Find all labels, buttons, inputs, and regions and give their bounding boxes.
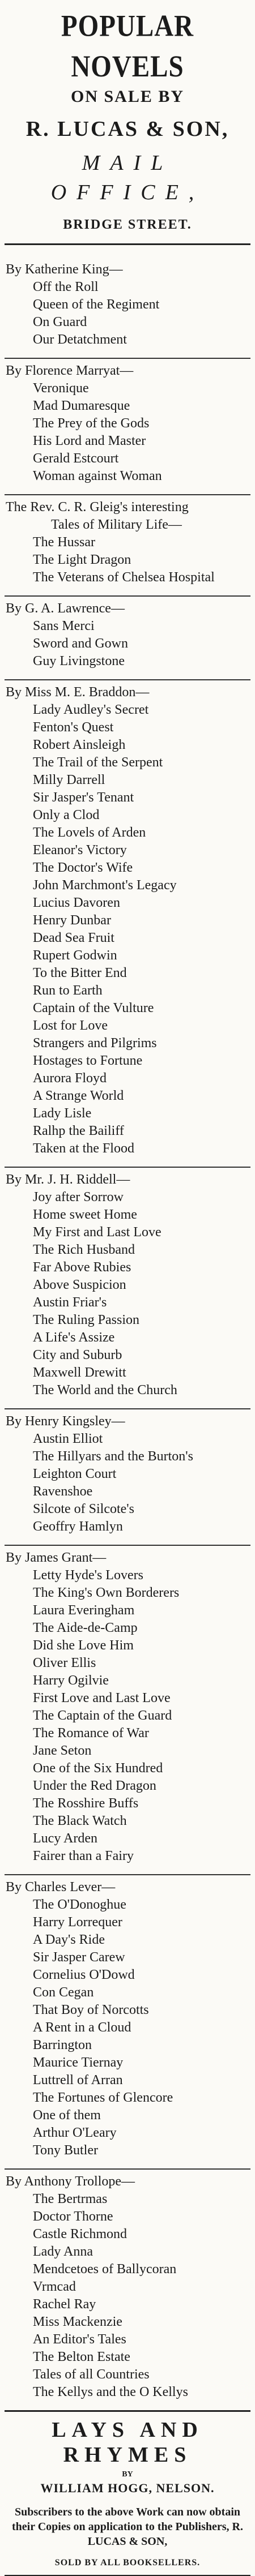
book-title: Maurice Tiernay bbox=[33, 2055, 124, 2070]
book-title: Ralhp the Bailiff bbox=[33, 1124, 124, 1138]
author-heading: By Henry Kingsley— bbox=[6, 1414, 125, 1429]
book-title: Lost for Love bbox=[33, 1018, 108, 1033]
book-title: Arthur O'Leary bbox=[33, 2125, 117, 2140]
book-title: That Boy of Norcotts bbox=[33, 2003, 149, 2017]
book-title: John Marchmont's Legacy bbox=[33, 878, 177, 893]
author-heading-continuation: Tales of Military Life— bbox=[51, 517, 182, 532]
book-title: My First and Last Love bbox=[33, 1225, 162, 1240]
author-section bbox=[5, 2168, 250, 2410]
book-title: A Life's Assize bbox=[33, 1330, 115, 1345]
book-title: Leighton Court bbox=[33, 1467, 117, 1481]
author-section bbox=[5, 679, 250, 1167]
book-title: Harry Ogilvie bbox=[33, 1673, 109, 1688]
lays-by: BY bbox=[122, 2470, 133, 2479]
book-title: Vrmcad bbox=[33, 2279, 76, 2294]
page-title: POPULAR NOVELS bbox=[61, 9, 194, 84]
subtitle: ON SALE BY bbox=[70, 87, 185, 106]
book-title: Strangers and Pilgrims bbox=[33, 1036, 157, 1051]
author-heading: By Charles Lever— bbox=[6, 1880, 116, 1895]
book-title: The Aide-de-Camp bbox=[33, 1621, 138, 1635]
book-title: Off the Roll bbox=[33, 280, 99, 294]
book-title: Under the Red Dragon bbox=[33, 1778, 156, 1793]
book-title: The Rosshire Buffs bbox=[33, 1796, 139, 1811]
book-title: Miss Mackenzie bbox=[33, 2314, 122, 2329]
lays-publisher: WILLIAM HOGG, NELSON. bbox=[40, 2481, 215, 2495]
book-title: Tales of all Countries bbox=[33, 2367, 150, 2382]
book-title: Aurora Floyd bbox=[33, 1071, 107, 1086]
book-title: His Lord and Master bbox=[33, 434, 146, 448]
book-title: Castle Richmond bbox=[33, 2227, 127, 2241]
book-title: The Black Watch bbox=[33, 1814, 127, 1828]
book-title: Robert Ainsleigh bbox=[33, 738, 126, 752]
book-title: The Trail of the Serpent bbox=[33, 755, 163, 770]
book-title: Silcote of Silcote's bbox=[33, 1502, 134, 1516]
book-title: Gerald Estcourt bbox=[33, 451, 119, 466]
book-title: Oliver Ellis bbox=[33, 1656, 96, 1670]
book-title: Sir Jasper Carew bbox=[33, 1950, 125, 1965]
book-title: The Hillyars and the Burton's bbox=[33, 1449, 193, 1464]
book-title: On Guard bbox=[33, 315, 87, 329]
author-heading: By James Grant— bbox=[6, 1550, 107, 1565]
book-title: Harry Lorrequer bbox=[33, 1915, 122, 1930]
author-section bbox=[5, 1545, 250, 1874]
book-title: Fairer than a Fairy bbox=[33, 1849, 134, 1863]
book-title: The Fortunes of Glencore bbox=[33, 2090, 173, 2105]
author-heading: By Miss M. E. Braddon— bbox=[6, 685, 150, 700]
book-title: One of them bbox=[33, 2108, 101, 2123]
author-section bbox=[5, 1167, 250, 1408]
book-title: Run to Earth bbox=[33, 983, 103, 998]
book-title: The Doctor's Wife bbox=[33, 860, 133, 875]
book-title: Con Cegan bbox=[33, 1985, 94, 2000]
book-title: Milly Darrell bbox=[33, 773, 105, 787]
book-title: Queen of the Regiment bbox=[33, 297, 160, 312]
book-title: An Editor's Tales bbox=[33, 2332, 126, 2347]
book-title: Home sweet Home bbox=[33, 1207, 137, 1222]
book-title: Dead Sea Fruit bbox=[33, 931, 114, 945]
book-title: Luttrell of Arran bbox=[33, 2073, 123, 2088]
book-title: Only a Clod bbox=[33, 808, 100, 822]
book-title: The King's Own Borderers bbox=[33, 1585, 180, 1600]
subscriber-note: Subscribers to the above Work can now obtain their Copies on application to the Publishers, R. LUCAS & SON, bbox=[12, 2506, 243, 2548]
book-title: One of the Six Hundred bbox=[33, 1761, 163, 1776]
novel-listings bbox=[5, 258, 250, 2410]
book-title: Jane Seton bbox=[33, 1743, 92, 1758]
author-heading: The Rev. C. R. Gleig's interesting bbox=[6, 500, 189, 515]
author-heading: By Anthony Trollope— bbox=[6, 2174, 135, 2189]
author-section bbox=[5, 1408, 250, 1545]
book-title: Doctor Thorne bbox=[33, 2209, 113, 2224]
book-title: Mendcetoes of Ballycoran bbox=[33, 2262, 177, 2277]
book-title: Joy after Sorrow bbox=[33, 1190, 124, 1205]
book-title: Cornelius O'Dowd bbox=[33, 1968, 135, 1982]
sold-by-note: SOLD BY ALL BOOKSELLERS. bbox=[54, 2558, 201, 2568]
book-title: Tony Butler bbox=[33, 2143, 98, 2158]
book-title: The Veterans of Chelsea Hospital bbox=[33, 570, 215, 585]
book-title: The Hussar bbox=[33, 535, 95, 550]
book-title: A Rent in a Cloud bbox=[33, 2020, 131, 2035]
author-section bbox=[5, 258, 250, 358]
book-title: The Captain of the Guard bbox=[33, 1708, 172, 1723]
book-title: Fenton's Quest bbox=[33, 720, 114, 735]
author-section bbox=[5, 494, 250, 595]
book-title: Sans Merci bbox=[33, 619, 95, 633]
book-title: Geoffry Hamlyn bbox=[33, 1519, 123, 1534]
book-title: A Day's Ride bbox=[33, 1932, 105, 1947]
book-title: The Rich Husband bbox=[33, 1242, 135, 1257]
book-title: Guy Livingstone bbox=[33, 654, 125, 668]
advertisement-header bbox=[5, 11, 250, 235]
book-title: Sir Jasper's Tenant bbox=[33, 790, 134, 805]
book-title: The Romance of War bbox=[33, 1726, 149, 1741]
book-title: The O'Donoghue bbox=[33, 1897, 126, 1912]
book-title: The Kellys and the O Kellys bbox=[33, 2385, 188, 2399]
book-title: Eleanor's Victory bbox=[33, 843, 127, 858]
office-name: MAIL OFFICE, bbox=[50, 151, 205, 204]
book-title: A Strange World bbox=[33, 1088, 124, 1103]
book-title: Our Detatchment bbox=[33, 332, 127, 347]
book-title: Veronique bbox=[33, 381, 89, 396]
book-title: Taken at the Flood bbox=[33, 1141, 134, 1156]
lays-title: LAYS AND RHYMES bbox=[52, 2418, 203, 2467]
book-title: The Lovels of Arden bbox=[33, 825, 146, 840]
book-title: The Prey of the Gods bbox=[33, 416, 150, 431]
book-title: Lucy Arden bbox=[33, 1831, 97, 1846]
book-title: The Ruling Passion bbox=[33, 1313, 140, 1327]
author-heading: By Mr. J. H. Riddell— bbox=[6, 1172, 130, 1187]
book-title: Ravenshoe bbox=[33, 1484, 93, 1499]
book-title: Far Above Rubies bbox=[33, 1260, 131, 1275]
book-title: Did she Love Him bbox=[33, 1638, 134, 1653]
book-title: Barrington bbox=[33, 2038, 92, 2052]
book-title: The Bertrmas bbox=[33, 2192, 108, 2206]
book-title: Austin Elliot bbox=[33, 1431, 103, 1446]
book-title: Lady Audley's Secret bbox=[33, 702, 149, 717]
book-title: To the Bitter End bbox=[33, 966, 127, 980]
book-title: Lady Lisle bbox=[33, 1106, 92, 1121]
book-title: Rachel Ray bbox=[33, 2297, 96, 2312]
book-title: Woman against Woman bbox=[33, 469, 162, 483]
book-title: Lucius Davoren bbox=[33, 895, 120, 910]
book-title: Sword and Gown bbox=[33, 636, 128, 651]
street-address: BRIDGE STREET. bbox=[63, 217, 192, 232]
lays-and-rhymes-notice bbox=[5, 2410, 250, 2569]
firm-name: R. LUCAS & SON, bbox=[26, 117, 230, 141]
author-heading: By Florence Marryat— bbox=[6, 363, 134, 378]
book-title: Letty Hyde's Lovers bbox=[33, 1568, 143, 1583]
book-title: The World and the Church bbox=[33, 1383, 177, 1398]
author-heading: By Katherine King— bbox=[6, 262, 123, 277]
book-title: Above Suspicion bbox=[33, 1278, 126, 1292]
author-heading: By G. A. Lawrence— bbox=[6, 601, 125, 616]
book-title: Henry Dunbar bbox=[33, 913, 111, 928]
book-title: The Belton Estate bbox=[33, 2350, 130, 2364]
book-title: Austin Friar's bbox=[33, 1295, 107, 1310]
author-section bbox=[5, 1874, 250, 2168]
book-title: Rupert Godwin bbox=[33, 948, 117, 963]
book-title: City and Suburb bbox=[33, 1348, 122, 1362]
book-title: Mad Dumaresque bbox=[33, 398, 130, 413]
book-title: First Love and Last Love bbox=[33, 1691, 171, 1705]
book-title: Laura Everingham bbox=[33, 1603, 135, 1618]
author-section bbox=[5, 358, 250, 494]
book-title: Captain of the Vulture bbox=[33, 1001, 154, 1015]
book-title: Maxwell Drewitt bbox=[33, 1365, 126, 1380]
book-title: Lady Anna bbox=[33, 2244, 93, 2259]
author-section bbox=[5, 595, 250, 679]
header-divider bbox=[5, 243, 250, 245]
book-title: Hostages to Fortune bbox=[33, 1053, 143, 1068]
book-title: The Light Dragon bbox=[33, 552, 131, 567]
